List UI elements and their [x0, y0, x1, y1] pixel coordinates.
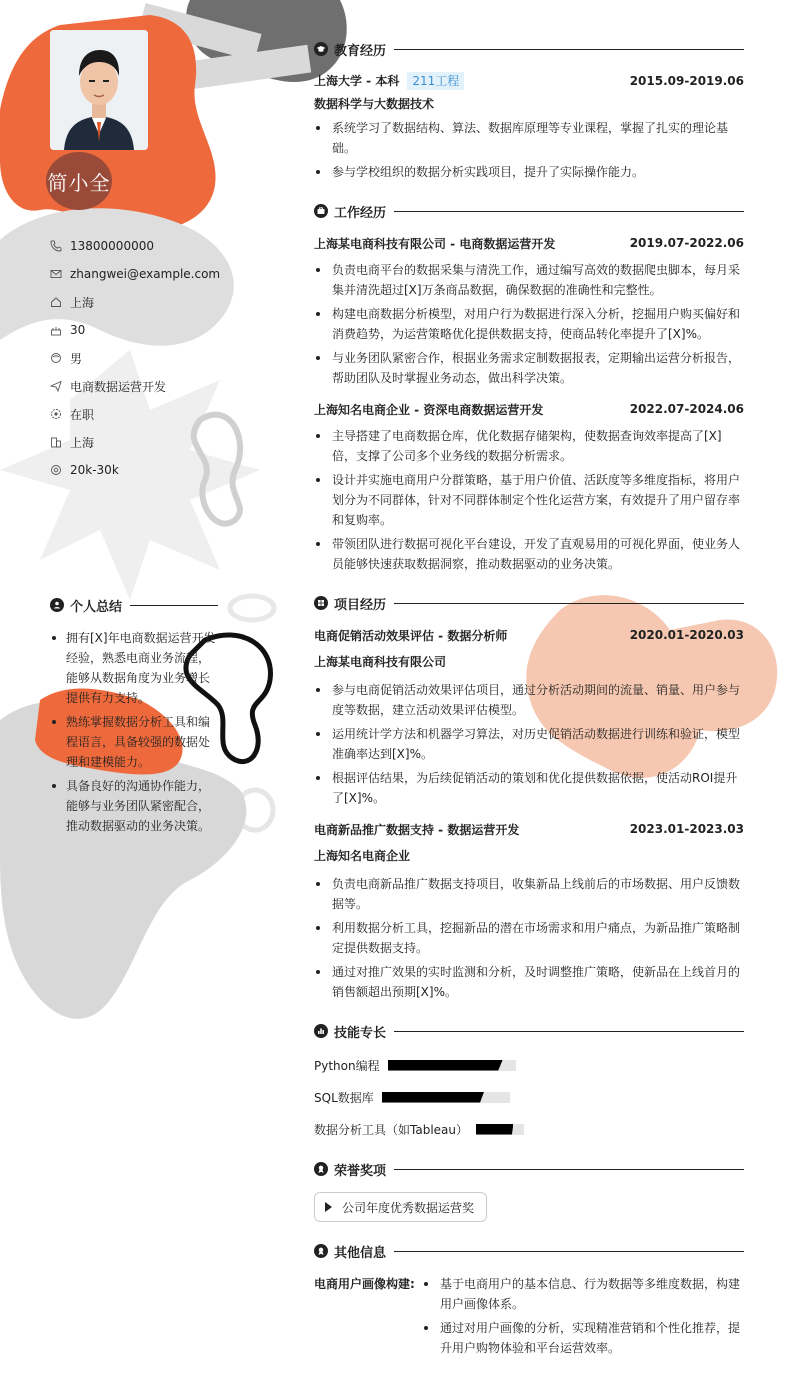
- work-entry-list: [314, 426, 744, 574]
- skills-divider: [394, 1031, 744, 1032]
- other-key: 电商用户画像构建:: [314, 1277, 415, 1291]
- project-entry-list: [314, 680, 744, 808]
- education-item: 系统学习了数据结构、算法、数据库原理等专业课程，掌握了扎实的理论基础。: [314, 118, 744, 158]
- contact-email-value: zhangwei@example.com: [70, 267, 221, 281]
- skill-level-fill: [382, 1092, 484, 1103]
- project-entry-head: [314, 624, 744, 646]
- job-icon: [50, 380, 62, 392]
- award-label: 公司年度优秀数据运营奖: [342, 1200, 475, 1215]
- work-item: 设计并实施电商用户分群策略，基于用户价值、活跃度等多维度指标，将用户划分为不同群体，针对不同群体制定个性化运营方案，有效提升了用户留存率和复购率。: [314, 470, 744, 530]
- avatar-illustration: [50, 30, 148, 150]
- summary-divider: [130, 605, 218, 606]
- awards-divider: [394, 1169, 744, 1170]
- contact-home: [50, 288, 250, 316]
- contact-city-value: 上海: [70, 435, 95, 450]
- awards-header: [314, 1158, 744, 1180]
- school-line: [314, 72, 464, 90]
- skill-level-fill: [476, 1124, 513, 1135]
- contact-city: [50, 428, 250, 456]
- skill-name: Python编程: [314, 1058, 380, 1073]
- project-item: 负责电商新品推广数据支持项目，收集新品上线前后的市场数据、用户反馈数据等。: [314, 874, 744, 914]
- work-entry-period: 2019.07-2022.06: [629, 236, 744, 250]
- graduation-cap-icon: [314, 42, 328, 56]
- work-entry-title: 上海某电商科技有限公司 - 电商数据运营开发: [314, 236, 556, 251]
- main-content: [314, 38, 744, 1380]
- project-entry: [314, 624, 744, 808]
- project-item: 利用数据分析工具，挖掘新品的潜在市场需求和用户痛点，为新品推广策略制定提供数据支持。: [314, 918, 744, 958]
- contact-job: [50, 372, 250, 400]
- skills-title: 技能专长: [334, 1025, 387, 1041]
- work-title: 工作经历: [334, 205, 387, 221]
- info-icon: [314, 1244, 328, 1258]
- work-entry: [314, 398, 744, 574]
- skill-level-fill: [388, 1060, 503, 1071]
- contact-salary: [50, 456, 250, 484]
- skill-item: [314, 1086, 510, 1108]
- school-name: 上海大学 - 本科: [314, 74, 400, 88]
- project-item: 通过对推广效果的实时监测和分析，及时调整推广策略，使新品在上线首月的销售额超出预期[X]%。: [314, 962, 744, 1002]
- other-list: [422, 1274, 744, 1362]
- education-entry: [314, 70, 744, 182]
- project-section: [314, 592, 744, 1002]
- education-header: [314, 38, 744, 60]
- bar-chart-icon: [314, 1024, 328, 1038]
- work-item: 带领团队进行数据可视化平台建设，开发了直观易用的可视化界面，使业务人员能够快速获取数据洞察，推动数据驱动的业务决策。: [314, 534, 744, 574]
- contact-list: [50, 232, 250, 484]
- awards-title: 荣誉奖项: [334, 1163, 387, 1179]
- skill-level-bar: [388, 1060, 516, 1071]
- summary-list: [50, 628, 218, 836]
- salary-icon: [50, 464, 62, 476]
- other-item: 基于电商用户的基本信息、行为数据等多维度数据，构建用户画像体系。: [422, 1274, 744, 1314]
- contact-home-value: 上海: [70, 295, 95, 310]
- contact-age-value: 30: [70, 323, 86, 337]
- sidebar: [0, 0, 270, 1392]
- work-divider: [394, 211, 744, 212]
- project-company: 上海某电商科技有限公司: [314, 655, 447, 669]
- work-item: 构建电商数据分析模型，对用户行为数据进行深入分析，挖掘用户购买偏好和消费趋势，为运营策略优化提供数据支持，使商品转化率提升了[X]%。: [314, 304, 744, 344]
- other-title: 其他信息: [334, 1245, 387, 1261]
- work-item: 主导搭建了电商数据仓库，优化数据存储架构，使数据查询效率提高了[X]倍，支撑了公司多个业务线的数据分析需求。: [314, 426, 744, 466]
- education-entry-head: [314, 70, 744, 92]
- project-item: 参与电商促销活动效果评估项目，通过分析活动期间的流量、销量、用户参与度等数据，建立活动效果评估模型。: [314, 680, 744, 720]
- summary-section: [50, 594, 218, 840]
- education-list: [314, 118, 744, 182]
- education-period: 2015.09-2019.06: [629, 74, 744, 88]
- other-divider: [394, 1251, 744, 1252]
- project-entry-period: 2023.01-2023.03: [629, 822, 744, 836]
- contact-gender-value: 男: [70, 351, 83, 366]
- education-title: 教育经历: [334, 43, 387, 59]
- other-section: [314, 1240, 744, 1362]
- project-divider: [394, 603, 744, 604]
- skills-section: [314, 1020, 744, 1150]
- project-title: 项目经历: [334, 597, 387, 613]
- email-icon: [50, 268, 62, 280]
- city-icon: [50, 436, 62, 448]
- skill-level-bar: [476, 1124, 524, 1135]
- contact-phone: [50, 232, 250, 260]
- grid-icon: [314, 596, 328, 610]
- work-entry-list: [314, 260, 744, 388]
- project-entry-title: 电商新品推广数据支持 - 数据运营开发: [314, 822, 520, 837]
- skill-level-bar: [382, 1092, 510, 1103]
- work-item: 与业务团队紧密合作，根据业务需求定制数据报表，定期输出运营分析报告，帮助团队及时掌握业务动态，做出科学决策。: [314, 348, 744, 388]
- summary-item: 具备良好的沟通协作能力，能够与业务团队紧密配合，推动数据驱动的业务决策。: [50, 776, 218, 836]
- summary-header: [50, 594, 218, 616]
- gender-icon: [50, 352, 62, 364]
- contact-status-value: 在职: [70, 407, 95, 422]
- project-item: 运用统计学方法和机器学习算法，对历史促销活动数据进行训练和验证，模型准确率达到[X]%。: [314, 724, 744, 764]
- skills-header: [314, 1020, 744, 1042]
- home-icon: [50, 296, 62, 308]
- work-entry-title: 上海知名电商企业 - 资深电商数据运营开发: [314, 402, 544, 417]
- skill-name: 数据分析工具（如Tableau）: [314, 1122, 468, 1137]
- project-item: 根据评估结果，为后续促销活动的策划和优化提供数据依据，使活动ROI提升了[X]%。: [314, 768, 744, 808]
- contact-status: [50, 400, 250, 428]
- skill-item: [314, 1054, 516, 1076]
- skill-name: SQL数据库: [314, 1090, 374, 1105]
- contact-salary-value: 20k-30k: [70, 463, 119, 477]
- school-tag: 211工程: [407, 72, 464, 90]
- age-icon: [50, 324, 62, 336]
- education-section: [314, 38, 744, 182]
- summary-item: 熟练掌握数据分析工具和编程语言，具备较强的数据处理和建模能力。: [50, 712, 218, 772]
- award-item[interactable]: [314, 1192, 487, 1222]
- project-header: [314, 592, 744, 614]
- award-icon: [314, 1162, 328, 1176]
- user-icon: [50, 598, 64, 612]
- profile-photo: [50, 30, 148, 150]
- work-section: [314, 200, 744, 574]
- summary-item: 拥有[X]年电商数据运营开发经验，熟悉电商业务流程，能够从数据角度为业务增长提供有力支持。: [50, 628, 218, 708]
- education-item: 参与学校组织的数据分析实践项目，提升了实际操作能力。: [314, 162, 744, 182]
- contact-age: [50, 316, 250, 344]
- briefcase-icon: [314, 204, 328, 218]
- contact-job-value: 电商数据运营开发: [70, 379, 167, 394]
- project-entry: [314, 818, 744, 1002]
- project-company: 上海知名电商企业: [314, 849, 411, 863]
- status-icon: [50, 408, 62, 420]
- phone-icon: [50, 240, 62, 252]
- education-divider: [394, 49, 744, 50]
- project-entry-title: 电商促销活动效果评估 - 数据分析师: [314, 628, 508, 643]
- work-entry-head: [314, 232, 744, 254]
- other-item: 通过对用户画像的分析，实现精准营销和个性化推荐，提升用户购物体验和平台运营效率。: [422, 1318, 744, 1358]
- summary-title: 个人总结: [70, 599, 123, 615]
- work-entry: [314, 232, 744, 388]
- skill-item: [314, 1118, 524, 1140]
- awards-section: [314, 1158, 744, 1222]
- contact-phone-value: 13800000000: [70, 239, 154, 253]
- contact-gender: [50, 344, 250, 372]
- person-name: 简小全: [47, 170, 111, 195]
- education-major: 数据科学与大数据技术: [314, 97, 435, 111]
- work-entry-period: 2022.07-2024.06: [629, 402, 744, 416]
- play-icon: [325, 1202, 332, 1212]
- work-header: [314, 200, 744, 222]
- work-item: 负责电商平台的数据采集与清洗工作，通过编写高效的数据爬虫脚本，每月采集并清洗超过[X]万条商品数据，确保数据的准确性和完整性。: [314, 260, 744, 300]
- project-entry-period: 2020.01-2020.03: [629, 628, 744, 642]
- contact-email: [50, 260, 250, 288]
- work-entry-head: [314, 398, 744, 420]
- project-entry-head: [314, 818, 744, 840]
- project-entry-list: [314, 874, 744, 1002]
- other-header: [314, 1240, 744, 1262]
- other-entry: [314, 1274, 744, 1362]
- skills-list: [314, 1054, 744, 1150]
- name-badge: [46, 152, 112, 210]
